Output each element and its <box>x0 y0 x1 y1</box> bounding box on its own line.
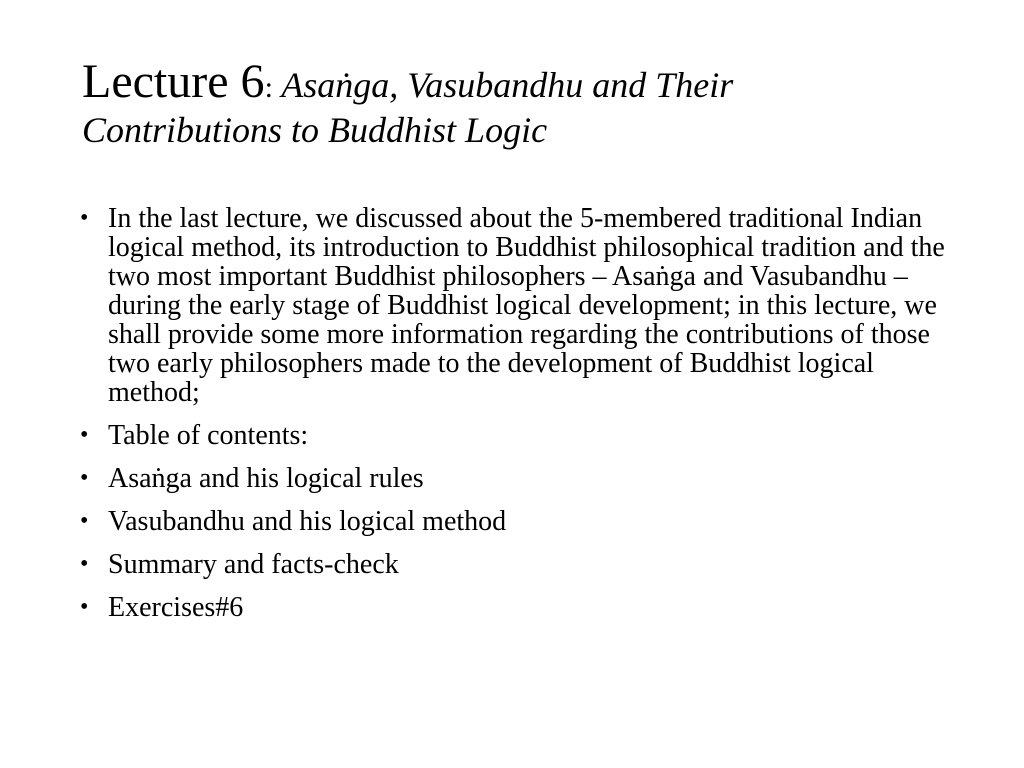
bullet-text: Summary and facts-check <box>108 549 399 580</box>
bullet-dot-icon: • <box>80 551 89 577</box>
title-colon: : <box>264 71 273 104</box>
bullet-dot-icon: • <box>80 465 89 491</box>
bullet-dot-icon: • <box>80 422 89 448</box>
bullet-dot-icon: • <box>80 205 89 231</box>
bullet-text: In the last lecture, we discussed about the 5-membered traditional Indian logical method, its introduction to Buddhist philosophical tradition and the two most important Buddhist philosophers – Asaṅga and Vasubandhu – during the early stage of Buddhist logical development; in this lecture, we shall provide some more information regarding the contributions of those two early philosophers made to the development of Buddhist logical method; <box>108 203 945 408</box>
bullet-text: Table of contents: <box>108 420 309 451</box>
bullet-dot-icon: • <box>80 594 89 620</box>
title-main: Lecture 6 <box>82 55 265 108</box>
bullet-item <box>78 204 948 407</box>
bullet-item <box>78 421 948 450</box>
bullet-text: Vasubandhu and his logical method <box>108 506 507 537</box>
bullet-item <box>78 507 948 536</box>
title-subtitle-line2: Contributions to Buddhist Logic <box>82 110 548 150</box>
bullet-list <box>78 204 948 636</box>
bullet-item <box>78 550 948 579</box>
bullet-item <box>78 464 948 493</box>
slide-title <box>82 55 982 150</box>
bullet-text: Exercises#6 <box>108 592 244 623</box>
bullet-text: Asaṅga and his logical rules <box>108 463 424 494</box>
title-subtitle-line1: Asaṅga, Vasubandhu and Their <box>272 65 734 105</box>
bullet-item <box>78 593 948 622</box>
bullet-dot-icon: • <box>80 508 89 534</box>
